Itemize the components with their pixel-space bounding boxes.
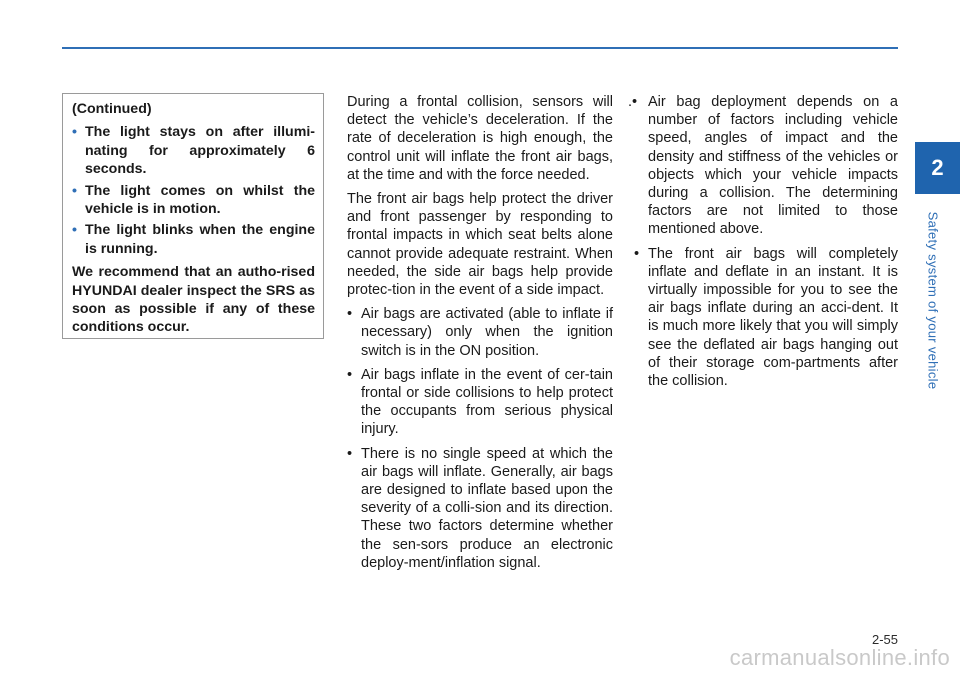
list-item [347,366,613,439]
list-item [347,445,613,572]
caution-item: • The light comes on whilst the vehicle is in motion. [72,182,315,219]
caution-list [72,123,315,258]
watermark: carmanualsonline.info [729,645,950,670]
section-title: Safety system of your vehicle [925,211,941,389]
list-item-text: Air bag deployment depends on a number of factors including vehicle speed, angles of impact and the density and stiffness of the vehicles or objects which your vehicle impacts during a collision. The determining factors are not limited to those mentioned above. [648,94,898,238]
list-item [634,245,898,391]
header-rule [62,47,898,49]
continued-label: (Continued) [72,101,152,117]
bullet-icon: .• [628,94,638,110]
list-item-text: There is no single speed at which the air bags will inflate. Generally, air bags are designed to inflate based upon the severity of a colli-sion and its direction. These two factors determine whether the sen-sors produce an electronic deploy-ment/inflation signal. [361,445,613,571]
bullet-list [347,305,613,572]
middle-column [347,93,613,578]
caution-item: • The light blinks when the engine is running. [72,221,315,258]
paragraph: During a frontal collision, sensors will detect the vehicle’s deceleration. If the rate of deceleration is high enough, the control unit will inflate the front air bags, at the time and with the force needed. [347,94,613,183]
caution-box [62,93,324,339]
chapter-tab [915,142,960,194]
chapter-number: 2 [931,155,944,180]
paragraph: The front air bags help protect the driver and front passenger by responding to frontal impacts in which seat belts alone cannot provide adequate restraint. When needed, the side air bags help provide protec-tion in the event of a side impact. [347,191,613,299]
list-item-text: Air bags inflate in the event of cer-tain frontal or side collisions to help protect the occupants from serious physical injury. [361,366,613,438]
section-side-title [921,200,945,400]
bullet-icon: • [347,306,353,323]
caution-recommendation: We recommend that an autho-rised HYUNDAI dealer inspect the SRS as soon as possible if any of these conditions occur. [72,264,315,336]
bullet-icon: • [347,445,353,462]
list-item [347,305,613,360]
list-item-text: The front air bags will completely inflate and deflate in an instant. It is virtually impossible for you to see the air bags inflate during an acci-dent. It is much more likely that you will simply see the deflated air bags hanging out of their storage com-partments after the collision. [648,245,898,390]
bullet-icon: • [347,366,353,383]
list-item [628,93,898,239]
right-column [628,93,898,396]
caution-item: • The light stays on after illumi-nating for approximately 6 seconds. [72,123,315,178]
list-item-text: Air bags are activated (able to inflate if necessary) only when the ignition switch is in the ON position. [361,306,613,359]
bullet-list [628,93,898,390]
page-number: 2-55 [871,632,898,647]
bullet-icon: • [634,245,640,262]
